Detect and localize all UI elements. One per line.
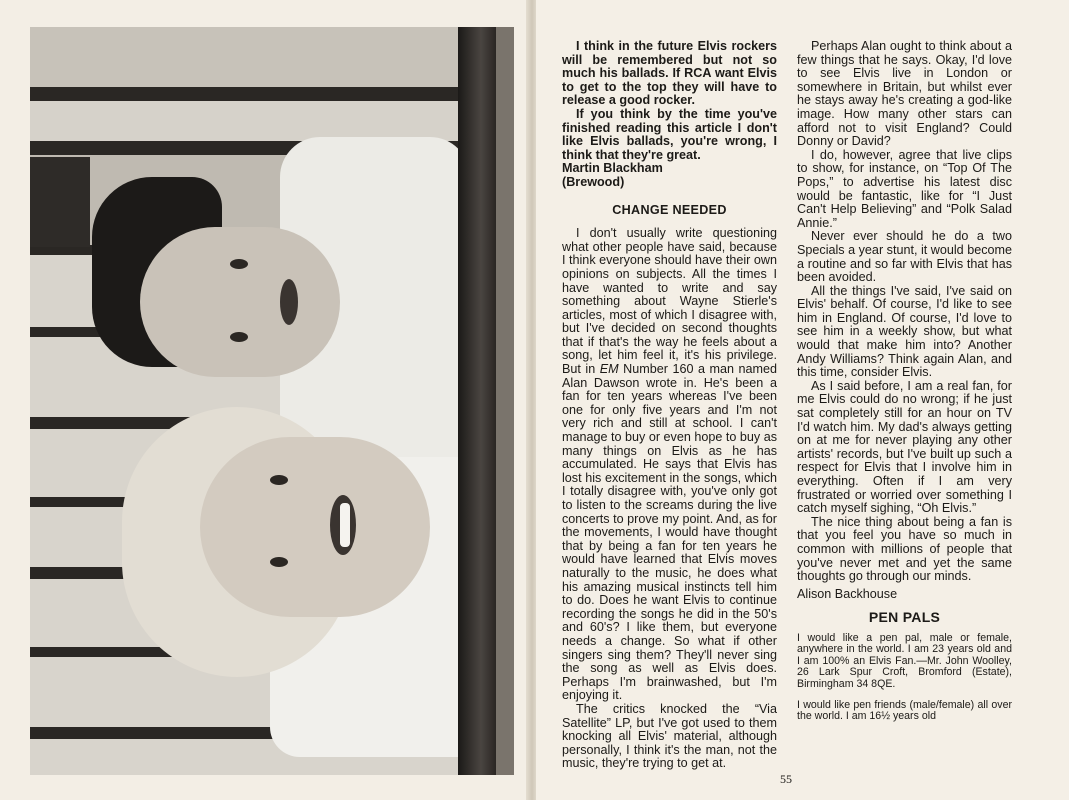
letter2-paragraph: All the things I've said, I've said on Elvis' behalf. Of course, I'd like to see him in England. Of course, I'd love to see him in a weekly show, but what would that make him into? Another Andy Williams? Think again Alan, and this time, consider Elvis.: [797, 283, 1012, 380]
letter2-paragraph: The nice thing about being a fan is that you feel you have so much in common with millions of people that you've never met and yet the same thoughts go through our minds.: [797, 514, 1012, 584]
pen-pal-entry: I would like pen friends (male/female) all over the world. I am 16½ years old: [797, 698, 1012, 723]
text-column-left: [562, 40, 777, 771]
letter2-paragraph: As I said before, I am a real fan, for me Elvis could do no wrong; if he just sat completely still for an hour on TV I'd watch him. My dad's always getting on at me for never playing any other artists' records, but I've built up such a respect for Elvis that I involve him in everything. Often if I am very frustrated or worried over something I catch myself sighing, “Oh Elvis.”: [797, 378, 1012, 516]
signature-alison: Alison Backhouse: [797, 586, 898, 601]
heading-pen-pals: PEN PALS: [868, 609, 941, 626]
heading-change-needed: CHANGE NEEDED: [612, 202, 727, 217]
letter1-paragraph: If you think by the time you've finished reading this article I don't like Elvis ballads, you're wrong, I think that they're great.: [562, 106, 777, 162]
pen-pal-entry: I would like a pen pal, male or female, anywhere in the world. I am 23 years old and I am 100% an Elvis Fan.—Mr. John Woolley, 26 Lark Spur Croft, Bromford (Estate), Birmingham 34 8QE.: [797, 631, 1012, 690]
letter2-paragraph: I don't usually write questioning what other people have said, because I think everyone should have their own opinions on subjects. All the times I have wanted to write and say something about Wayne Stierle's articles, most of which I disagree with, but I've decided on second thoughts that if that's the way he feels about a song, let him feel it, it's his privilege. But in EM Number 160 a man named Alan Dawson wrote in. He's been a fan for ten years whereas I've been one for only five years and I'm not very rich and still at school. I can't manage to buy or even hope to buy as many things on Elvis as he has accumulated. He says that Elvis has lost his excitement in the songs, which I totally disagree with, you've only got to listen to the screams during the live concerts to prove my point. And, as for the movements, I would have thought that by being a fan for ten years he would have learned that Elvis moves naturally to the music, he does what his amazing musical instincts tell him to do. Does he want Elvis to continue recording the songs he did in the 50's and 60's? I like them, but everyone needs a change. So what if other singers sing them? They'll never sing the song as well as Elvis does. Perhaps I'm brainwashed, but I'm enjoying it.: [562, 226, 777, 703]
signature-name: Martin Blackham: [562, 161, 663, 176]
letter2-paragraph: I do, however, agree that live clips to show, for instance, on “Top Of The Pops,” to advertise his latest disc would be fantastic, like for “I Just Can't Help Believing” and “Polk Salad Annie.”: [797, 147, 1012, 230]
letter1-paragraph: I think in the future Elvis rockers will be remembered but not so much his ballads. If RCA want Elvis to get to the top they will have to release a good rocker.: [562, 39, 777, 108]
left-page: [0, 0, 528, 800]
letter-blackham: [562, 40, 777, 190]
letter2-paragraph: Perhaps Alan ought to think about a few things that he says. Okay, I'd love to see Elvis live in London or somewhere in Britain, but whilst ever he stays away he's creating a god-like image. How many other stars can afford not to visit England? Could Donny or David?: [797, 39, 1012, 149]
letter2-paragraph: The critics knocked the “Via Satellite” LP, but I've got used to them knocking all Elvis' material, although personally, I think it's the man, not the music, they're trying to get at.: [562, 701, 777, 771]
page-number: 55: [780, 772, 792, 786]
pen-pals-list: [797, 633, 1012, 723]
text-column-right: [797, 40, 1012, 733]
photo-two-people-smiling: [30, 27, 514, 775]
em-magazine-abbrev: EM: [599, 362, 619, 377]
signature-place: (Brewood): [562, 174, 625, 189]
letter2-paragraph: Never ever should he do a two Specials a year stunt, it would become a routine and so far with Elvis that has been avoided.: [797, 229, 1012, 285]
